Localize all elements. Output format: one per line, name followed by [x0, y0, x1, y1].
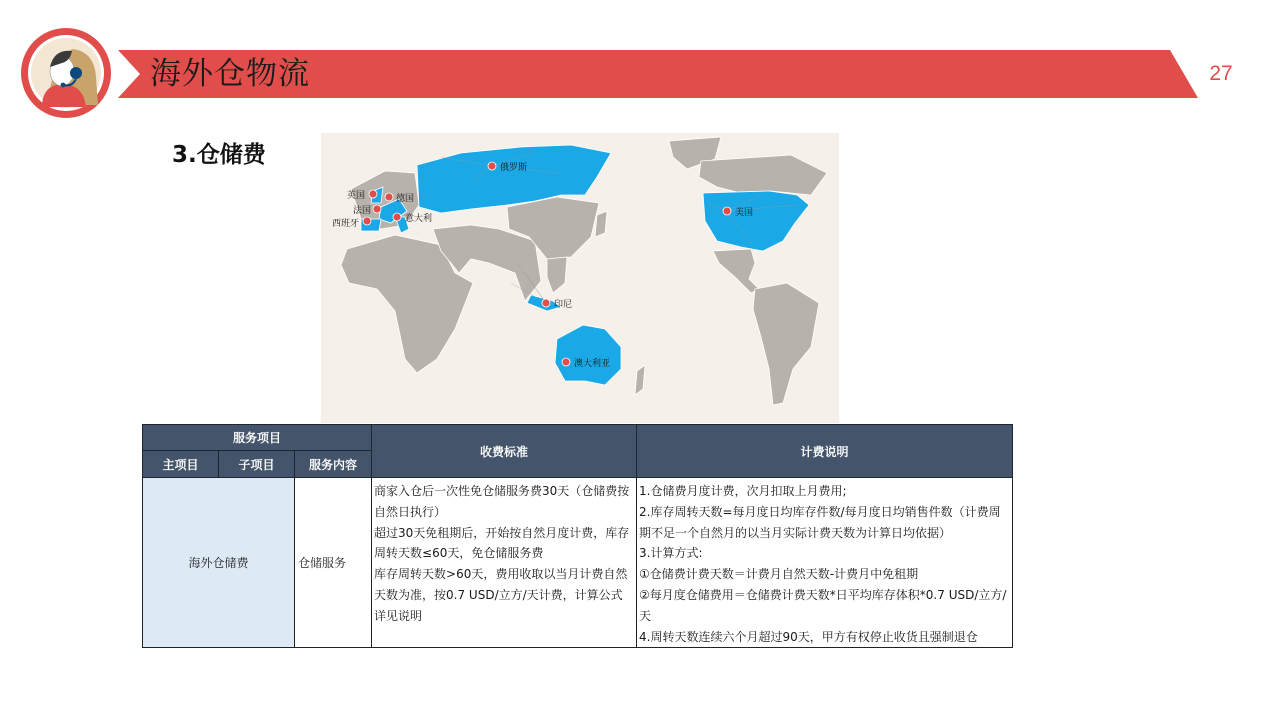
page-title: 海外仓物流 [150, 56, 310, 92]
section-title: 3.仓储费 [172, 142, 266, 168]
cell-fee-note [637, 478, 1013, 648]
cell-main-item: 海外仓储费 [143, 478, 295, 648]
map-label-australia: 澳大利亚 [574, 359, 611, 369]
fee-note-line: 2.库存周转天数=每月度日均库存件数/每月度日均销售件数（计费周期不足一个自然月的以当月实际计费天数为计算日均依据） [639, 504, 1001, 540]
map-label-indonesia: 印尼 [554, 300, 573, 310]
map-label-usa: 美国 [735, 208, 754, 218]
header-fee-standard: 收费标准 [372, 425, 637, 478]
header-service-content: 服务内容 [295, 451, 372, 478]
map-label-uk: 英国 [347, 191, 366, 201]
fee-standard-line: 超过30天免租期后，开始按自然月度计费，库存周转天数≤60天，免仓储服务费 [374, 525, 630, 561]
map-label-russia: 俄罗斯 [500, 163, 528, 173]
world-map [321, 133, 839, 423]
map-label-spain: 西班牙 [332, 219, 360, 229]
fee-note-line: 1.仓储费月度计费，次月扣取上月费用; [639, 484, 847, 498]
map-label-france: 法国 [353, 206, 372, 216]
header-fee-note: 计费说明 [637, 425, 1013, 478]
fee-standard-line: 库存周转天数>60天，费用收取以当月计费自然天数为准，按0.7 USD/立方/天计费，计算公式详见说明 [374, 567, 628, 623]
header-main-item: 主项目 [143, 451, 219, 478]
page-number: 27 [1209, 62, 1233, 85]
customer-service-logo [20, 27, 112, 119]
storage-fee-table [142, 424, 1013, 648]
fee-note-line: 3.计算方式: [639, 546, 703, 561]
map-label-italy: 意大利 [405, 214, 433, 224]
fee-note-line: ①仓储费计费天数＝计费月自然天数-计费月中免租期 [639, 567, 919, 582]
fee-note-line: 4.周转天数连续六个月超过90天，甲方有权停止收货且强制退仓 [639, 629, 978, 644]
header-sub-item: 子项目 [219, 451, 295, 478]
fee-standard-line: 商家入仓后一次性免仓储服务费30天（仓储费按自然日执行） [374, 484, 630, 519]
fee-note-line: ②每月度仓储费用＝仓储费计费天数*日平均库存体积*0.7 USD/立方/天 [639, 587, 1007, 623]
header-service-item: 服务项目 [143, 425, 372, 451]
table-row [143, 478, 1013, 648]
map-label-germany: 德国 [396, 194, 415, 204]
cell-fee-standard [372, 478, 637, 648]
cell-service-content: 仓储服务 [295, 478, 372, 648]
